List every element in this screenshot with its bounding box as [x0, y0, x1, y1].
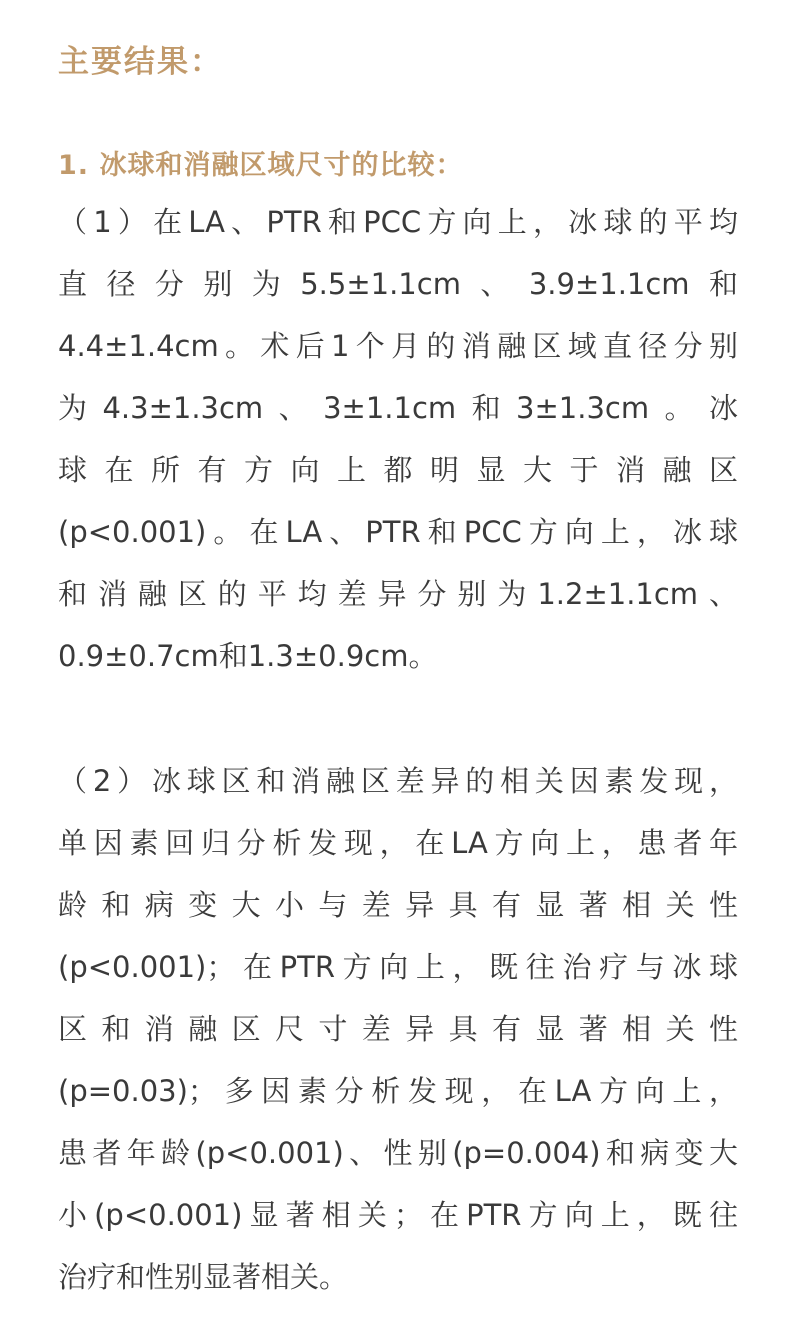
paragraph-1-line: (p<0.001)。在LA、PTR和PCC方向上，冰球	[58, 515, 738, 549]
paragraph-2-line: 龄和病变大小与差异具有显著相关性	[58, 888, 738, 922]
paragraph-2-line: 患者年龄(p<0.001)、性别(p=0.004)和病变大	[58, 1136, 738, 1170]
paragraph-2-line: (p<0.001)；在PTR方向上，既往治疗与冰球	[58, 950, 738, 984]
paragraph-2-line: （2）冰球区和消融区差异的相关因素发现，	[58, 764, 738, 798]
paragraph-1-line: （1）在LA、PTR和PCC方向上，冰球的平均	[58, 205, 738, 239]
paragraph-2	[58, 750, 738, 1308]
paragraph-1-line: 和消融区的平均差异分别为1.2±1.1cm、	[58, 577, 738, 611]
paragraph-1-line: 0.9±0.7cm和1.3±0.9cm。	[58, 639, 438, 673]
main-heading: 主要结果：	[58, 44, 223, 80]
section-1-title: 1. 冰球和消融区域尺寸的比较：	[58, 150, 464, 181]
paragraph-1-line: 直径分别为5.5±1.1cm、3.9±1.1cm和	[58, 267, 738, 301]
paragraph-1-line: 4.4±1.4cm。术后1个月的消融区域直径分别	[58, 329, 738, 363]
paragraph-2-line: (p=0.03)；多因素分析发现，在LA方向上，	[58, 1074, 738, 1108]
paragraph-1-line: 为4.3±1.3cm、3±1.1cm和3±1.3cm。冰	[58, 391, 738, 425]
paragraph-1-line: 球在所有方向上都明显大于消融区	[58, 453, 738, 487]
paragraph-2-line: 治疗和性别显著相关。	[58, 1260, 349, 1294]
paragraph-2-line: 小(p<0.001)显著相关；在PTR方向上，既往	[58, 1198, 738, 1232]
paragraph-2-line: 单因素回归分析发现，在LA方向上，患者年	[58, 826, 738, 860]
paragraph-2-line: 区和消融区尺寸差异具有显著相关性	[58, 1012, 738, 1046]
paragraph-1	[58, 191, 738, 687]
